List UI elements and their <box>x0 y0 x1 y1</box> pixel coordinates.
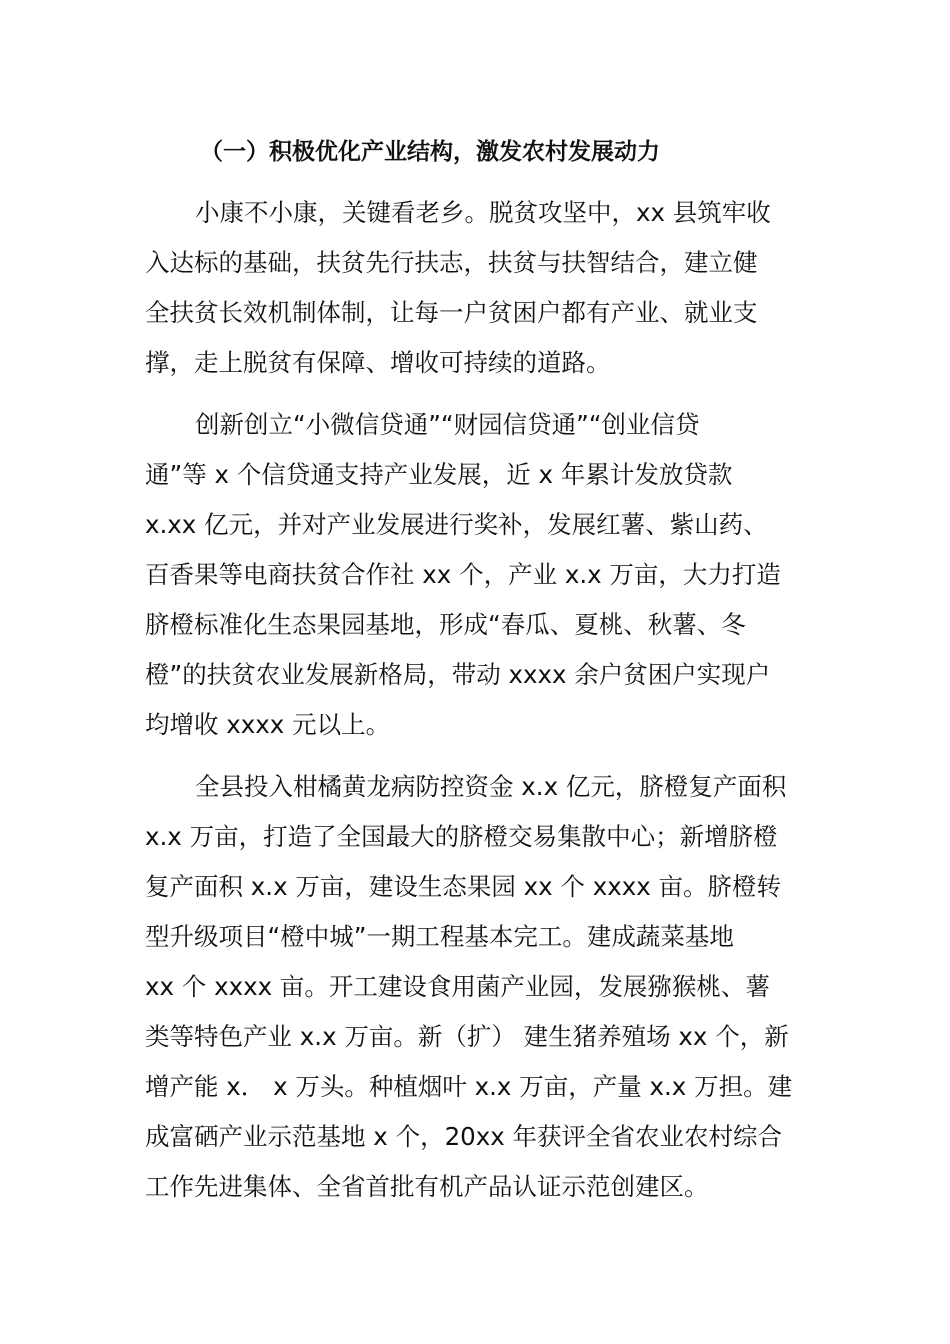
paragraph-line: 通”等 x 个信贷通支持产业发展，近 x 年累计发放贷款 <box>145 460 733 489</box>
paragraph-line: 入达标的基础，扶贫先行扶志，扶贫与扶智结合，建立健 <box>145 248 758 277</box>
section-heading: （一）积极优化产业结构，激发农村发展动力 <box>200 139 660 165</box>
paragraph-line: 工作先进集体、全省首批有机产品认证示范创建区。 <box>145 1172 709 1201</box>
paragraph-line: 脐橙标准化生态果园基地，形成“春瓜、夏桃、秋薯、冬 <box>145 610 746 639</box>
paragraph-3 <box>145 762 810 1212</box>
paragraph-line: 全扶贫长效机制体制，让每一户贫困户都有产业、就业支 <box>145 298 758 327</box>
paragraph-line: xx 个 xxxx 亩。开工建设食用菌产业园，发展猕猴桃、薯 <box>145 972 770 1001</box>
paragraph-line: 复产面积 x.x 万亩，建设生态果园 xx 个 xxxx 亩。脐橙转 <box>145 872 782 901</box>
paragraph-line: x.x 万亩，打造了全国最大的脐橙交易集散中心；新增脐橙 <box>145 822 778 851</box>
paragraph-line: 增产能 x． x 万头。种植烟叶 x.x 万亩，产量 x.x 万担。建 <box>145 1072 793 1101</box>
paragraph-line: 型升级项目“橙中城”一期工程基本完工。建成蔬菜基地 <box>145 922 734 951</box>
paragraph-line: 成富硒产业示范基地 x 个，20xx 年获评全省农业农村综合 <box>145 1122 783 1151</box>
paragraph-2 <box>145 400 810 750</box>
paragraph-line: 百香果等电商扶贫合作社 xx 个，产业 x.x 万亩，大力打造 <box>145 560 781 589</box>
paragraph-line: 撑，走上脱贫有保障、增收可持续的道路。 <box>145 348 611 377</box>
paragraph-line: 橙”的扶贫农业发展新格局，带动 xxxx 余户贫困户实现户 <box>145 660 771 689</box>
paragraph-line: 均增收 xxxx 元以上。 <box>145 710 391 739</box>
paragraph-line: x.xx 亿元，并对产业发展进行奖补，发展红薯、紫山药、 <box>145 510 768 539</box>
paragraph-line: 类等特色产业 x.x 万亩。新（扩） 建生猪养殖场 xx 个，新 <box>145 1022 789 1051</box>
paragraph-1 <box>145 188 810 388</box>
paragraph-line: 创新创立“小微信贷通”“财园信贷通”“创业信贷 <box>195 410 700 439</box>
paragraph-line: 全县投入柑橘黄龙病防控资金 x.x 亿元，脐橙复产面积 <box>195 772 787 801</box>
document-body <box>145 188 810 1224</box>
paragraph-line: 小康不小康，关键看老乡。脱贫攻坚中，xx 县筑牢收 <box>195 198 771 227</box>
